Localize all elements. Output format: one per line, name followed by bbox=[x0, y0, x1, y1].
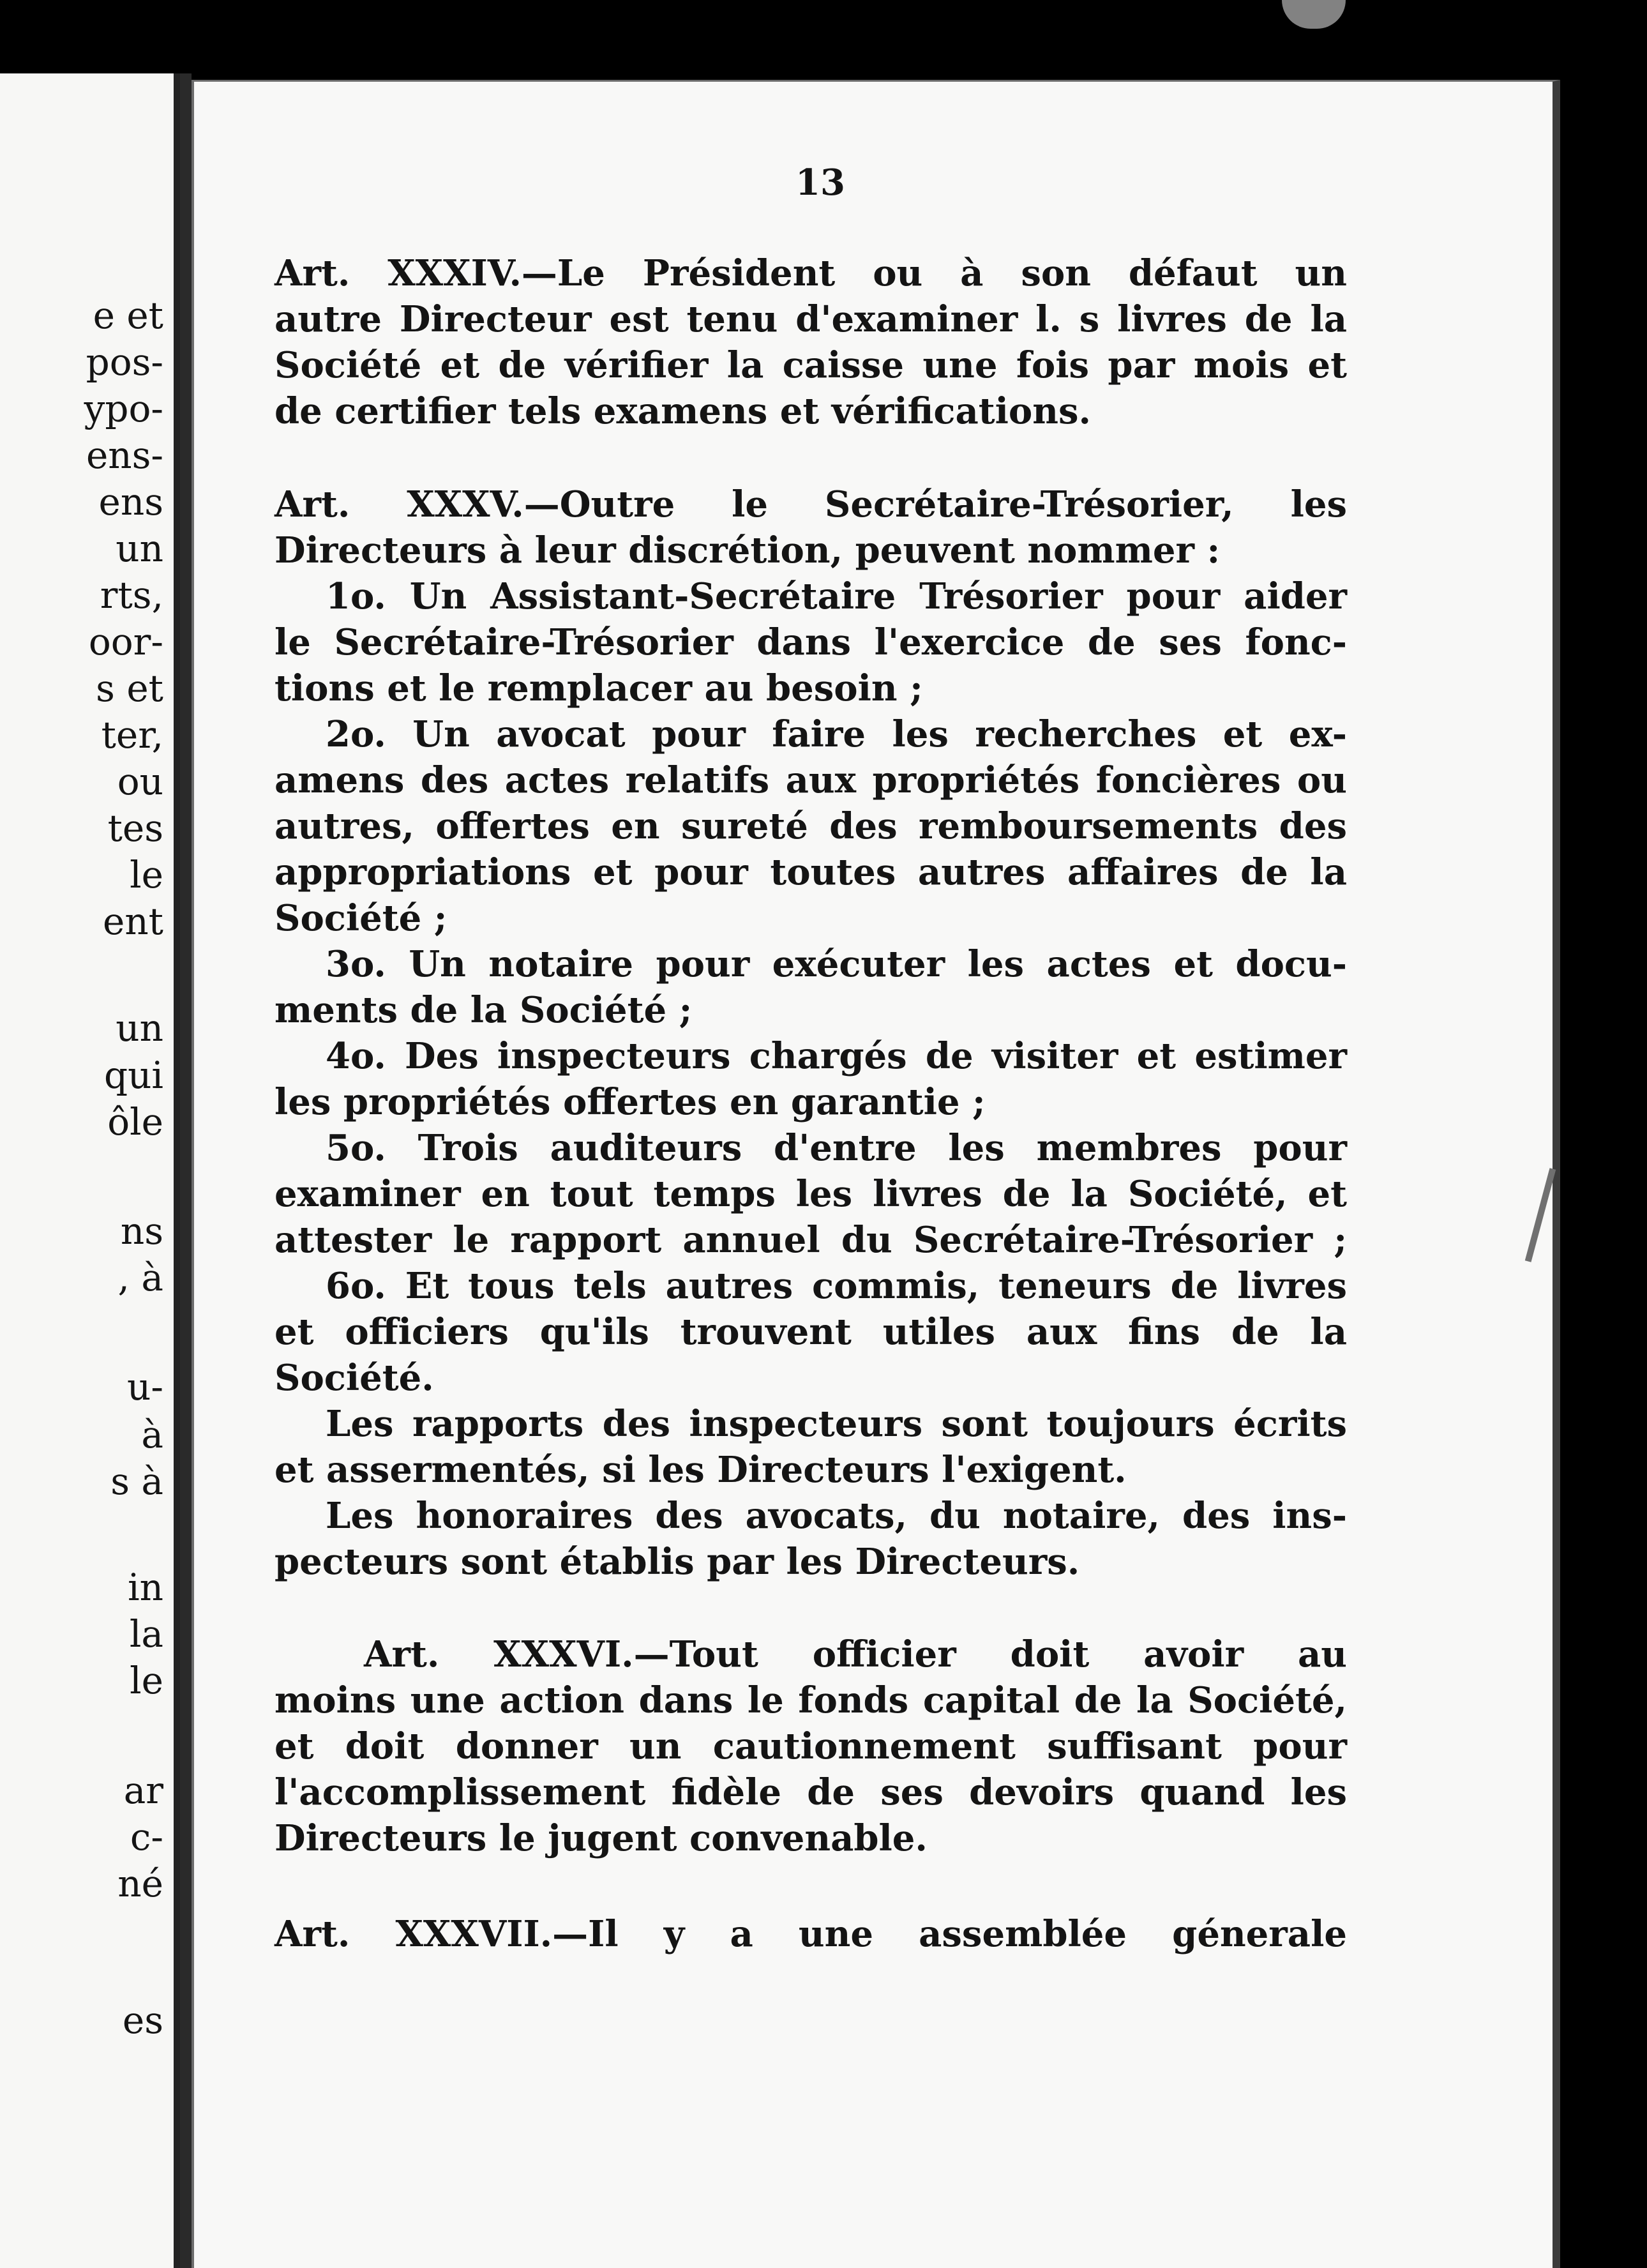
body-line: Les honoraires des avocats, du notaire, des ins- bbox=[326, 1495, 1347, 1537]
left-fragment-line: le bbox=[130, 1659, 163, 1702]
left-fragment-line: ôle bbox=[107, 1100, 163, 1144]
left-fragment-line: né bbox=[117, 1862, 163, 1905]
left-fragment-line: ypo- bbox=[84, 387, 163, 430]
body-line: et doit donner un cautionnement suffisant pour bbox=[274, 1725, 1347, 1767]
left-fragment-line: pos- bbox=[86, 340, 163, 384]
body-line: moins une action dans le fonds capital de la Société, bbox=[274, 1679, 1347, 1721]
body-line: l'accomplissement fidèle de ses devoirs quand les bbox=[274, 1771, 1347, 1813]
body-line: 6o. Et tous tels autres commis, teneurs de livres bbox=[326, 1265, 1347, 1307]
body-line: autre Directeur est tenu d'examiner l. s livres de la bbox=[274, 298, 1347, 340]
body-line: Les rapports des inspecteurs sont toujours écrits bbox=[326, 1403, 1347, 1445]
left-fragment-line: un bbox=[116, 1006, 163, 1050]
left-fragment-line: ar bbox=[123, 1769, 163, 1812]
body-line: de certifier tels examens et vérifications. bbox=[274, 390, 1091, 432]
left-fragment-line: in bbox=[128, 1566, 163, 1609]
body-line: Directeurs le jugent convenable. bbox=[274, 1817, 928, 1859]
body-line: 5o. Trois auditeurs d'entre les membres pour bbox=[326, 1127, 1347, 1169]
left-fragment-line: la bbox=[129, 1612, 163, 1656]
left-fragment-line: ent bbox=[103, 900, 163, 943]
left-fragment-line: ou bbox=[117, 760, 163, 803]
left-fragment-line: à bbox=[141, 1413, 163, 1456]
body-line: et assermentés, si les Directeurs l'exigent. bbox=[274, 1449, 1127, 1491]
body-line: Directeurs à leur discrétion, peuvent nommer : bbox=[274, 529, 1221, 571]
body-line: et officiers qu'ils trouvent utiles aux fins de la bbox=[274, 1311, 1347, 1353]
left-fragment-line: le bbox=[130, 853, 163, 896]
body-line: 4o. Des inspecteurs chargés de visiter et estimer bbox=[326, 1035, 1347, 1077]
body-line: Société. bbox=[274, 1357, 434, 1399]
body-line: Art. XXXVII.—Il y a une assemblée génerale bbox=[274, 1913, 1347, 1955]
left-fragment-line: u- bbox=[127, 1365, 163, 1409]
body-line: Art. XXXVI.—Tout officier doit avoir au bbox=[364, 1633, 1347, 1675]
left-fragment-line: oor- bbox=[88, 620, 163, 663]
body-line: ments de la Société ; bbox=[274, 989, 693, 1031]
left-fragment-line: ns bbox=[120, 1209, 163, 1253]
body-line: Art. XXXV.—Outre le Secrétaire-Trésorier, les bbox=[274, 483, 1347, 525]
body-line: pecteurs sont établis par les Directeurs. bbox=[274, 1541, 1080, 1583]
page-number: 13 bbox=[795, 162, 845, 204]
body-line: 2o. Un avocat pour faire les recherches et ex- bbox=[326, 713, 1347, 755]
left-page bbox=[0, 73, 180, 2268]
left-fragment-line: un bbox=[116, 527, 163, 570]
left-fragment-line: qui bbox=[103, 1054, 163, 1097]
body-line: 1o. Un Assistant-Secrétaire Trésorier pour aider bbox=[326, 575, 1347, 617]
left-fragment-line: c- bbox=[130, 1815, 163, 1859]
body-line: Art. XXXIV.—Le Président ou à son défaut un bbox=[274, 252, 1347, 294]
left-fragment-line: , à bbox=[117, 1256, 163, 1299]
body-line: examiner en tout temps les livres de la Société, et bbox=[274, 1173, 1347, 1215]
body-line: attester le rapport annuel du Secrétaire-Trésorier ; bbox=[274, 1219, 1347, 1261]
body-line: tions et le remplacer au besoin ; bbox=[274, 667, 923, 709]
left-fragment-line: ens- bbox=[86, 434, 163, 477]
left-fragment-line: ter, bbox=[101, 713, 163, 757]
body-line: Société et de vérifier la caisse une fois par mois et bbox=[274, 344, 1347, 386]
body-line: autres, offertes en sureté des remboursements des bbox=[274, 805, 1347, 847]
body-line: 3o. Un notaire pour exécuter les actes et docu- bbox=[326, 943, 1347, 985]
body-line: appropriations et pour toutes autres affaires de la bbox=[274, 851, 1347, 893]
body-line: les propriétés offertes en garantie ; bbox=[274, 1081, 986, 1123]
scan-artifact-top bbox=[1282, 0, 1346, 29]
left-fragment-line: rts, bbox=[100, 573, 163, 617]
left-fragment-line: ens bbox=[98, 480, 163, 524]
body-line: Société ; bbox=[274, 897, 447, 939]
body-line: le Secrétaire-Trésorier dans l'exercice de ses fonc- bbox=[274, 621, 1347, 663]
left-fragment-line: e et bbox=[93, 294, 163, 337]
left-fragment-line: s à bbox=[110, 1460, 163, 1503]
book-spine-shadow bbox=[180, 73, 192, 2268]
left-fragment-line: es bbox=[122, 1999, 163, 2042]
body-line: amens des actes relatifs aux propriétés foncières ou bbox=[274, 759, 1347, 801]
left-fragment-line: tes bbox=[107, 806, 163, 850]
left-fragment-line: s et bbox=[96, 667, 163, 710]
